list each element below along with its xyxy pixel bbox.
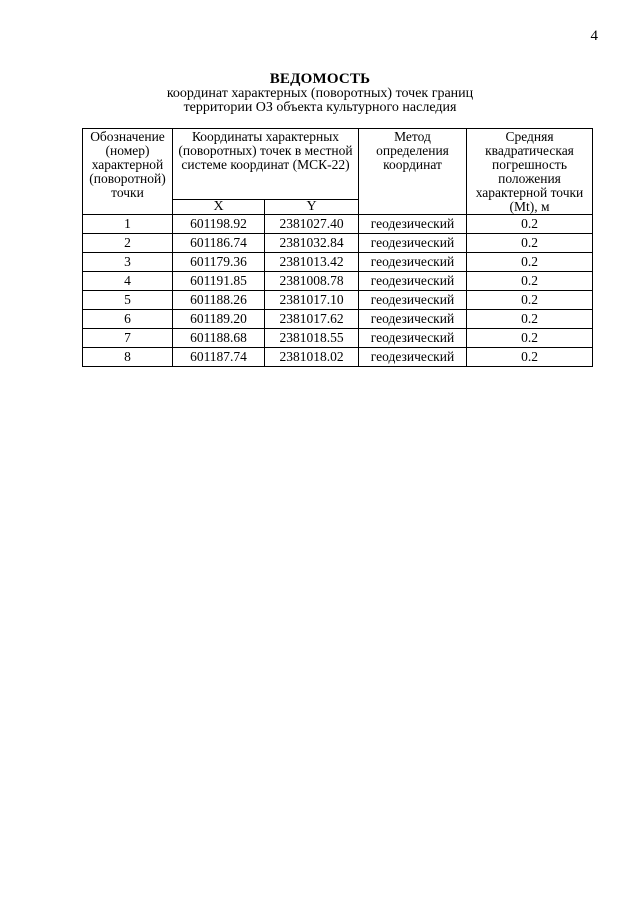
cell-x: 601179.36 bbox=[173, 253, 265, 272]
header-point: Обозначение (номер) характерной (поворотной) точки bbox=[83, 129, 173, 215]
cell-y: 2381027.40 bbox=[265, 215, 359, 234]
document-title: ВЕДОМОСТЬ bbox=[269, 71, 371, 87]
document-subtitle-line-1: координат характерных (поворотных) точек границ bbox=[166, 86, 474, 101]
cell-error: 0.2 bbox=[467, 234, 593, 253]
header-method: Метод определения координат bbox=[359, 129, 467, 215]
cell-point: 1 bbox=[83, 215, 173, 234]
cell-method: геодезический bbox=[359, 272, 467, 291]
header-coordinates: Координаты характерных (поворотных) точек в местной системе координат (МСК-22) bbox=[173, 129, 359, 200]
cell-method: геодезический bbox=[359, 329, 467, 348]
cell-x: 601186.74 bbox=[173, 234, 265, 253]
table-row bbox=[83, 291, 593, 310]
document-subtitle-line-2: территории ОЗ объекта культурного наследия bbox=[183, 100, 457, 115]
document-header bbox=[0, 72, 640, 115]
cell-point: 2 bbox=[83, 234, 173, 253]
cell-y: 2381013.42 bbox=[265, 253, 359, 272]
table-row bbox=[83, 215, 593, 234]
cell-point: 3 bbox=[83, 253, 173, 272]
cell-error: 0.2 bbox=[467, 215, 593, 234]
table-body bbox=[83, 215, 593, 367]
header-y: Y bbox=[265, 200, 359, 215]
cell-method: геодезический bbox=[359, 310, 467, 329]
cell-point: 6 bbox=[83, 310, 173, 329]
cell-point: 7 bbox=[83, 329, 173, 348]
table-row bbox=[83, 348, 593, 367]
cell-y: 2381017.10 bbox=[265, 291, 359, 310]
cell-error: 0.2 bbox=[467, 291, 593, 310]
cell-y: 2381008.78 bbox=[265, 272, 359, 291]
cell-method: геодезический bbox=[359, 215, 467, 234]
table-row bbox=[83, 234, 593, 253]
table-row bbox=[83, 310, 593, 329]
cell-x: 601187.74 bbox=[173, 348, 265, 367]
page-number: 4 bbox=[590, 28, 598, 44]
table-header bbox=[83, 129, 593, 215]
cell-method: геодезический bbox=[359, 253, 467, 272]
cell-error: 0.2 bbox=[467, 348, 593, 367]
cell-error: 0.2 bbox=[467, 329, 593, 348]
cell-method: геодезический bbox=[359, 291, 467, 310]
cell-y: 2381018.02 bbox=[265, 348, 359, 367]
cell-y: 2381032.84 bbox=[265, 234, 359, 253]
cell-error: 0.2 bbox=[467, 310, 593, 329]
cell-point: 8 bbox=[83, 348, 173, 367]
cell-x: 601198.92 bbox=[173, 215, 265, 234]
cell-x: 601189.20 bbox=[173, 310, 265, 329]
table-row bbox=[83, 329, 593, 348]
cell-error: 0.2 bbox=[467, 253, 593, 272]
cell-method: геодезический bbox=[359, 348, 467, 367]
coordinates-table bbox=[82, 128, 593, 367]
cell-x: 601188.68 bbox=[173, 329, 265, 348]
cell-point: 4 bbox=[83, 272, 173, 291]
cell-method: геодезический bbox=[359, 234, 467, 253]
cell-y: 2381018.55 bbox=[265, 329, 359, 348]
cell-y: 2381017.62 bbox=[265, 310, 359, 329]
header-error: Средняя квадратическая погрешность положения характерной точки (Mt), м bbox=[467, 129, 593, 215]
header-x: X bbox=[173, 200, 265, 215]
cell-error: 0.2 bbox=[467, 272, 593, 291]
table-row bbox=[83, 253, 593, 272]
cell-x: 601188.26 bbox=[173, 291, 265, 310]
cell-point: 5 bbox=[83, 291, 173, 310]
table-row bbox=[83, 272, 593, 291]
cell-x: 601191.85 bbox=[173, 272, 265, 291]
